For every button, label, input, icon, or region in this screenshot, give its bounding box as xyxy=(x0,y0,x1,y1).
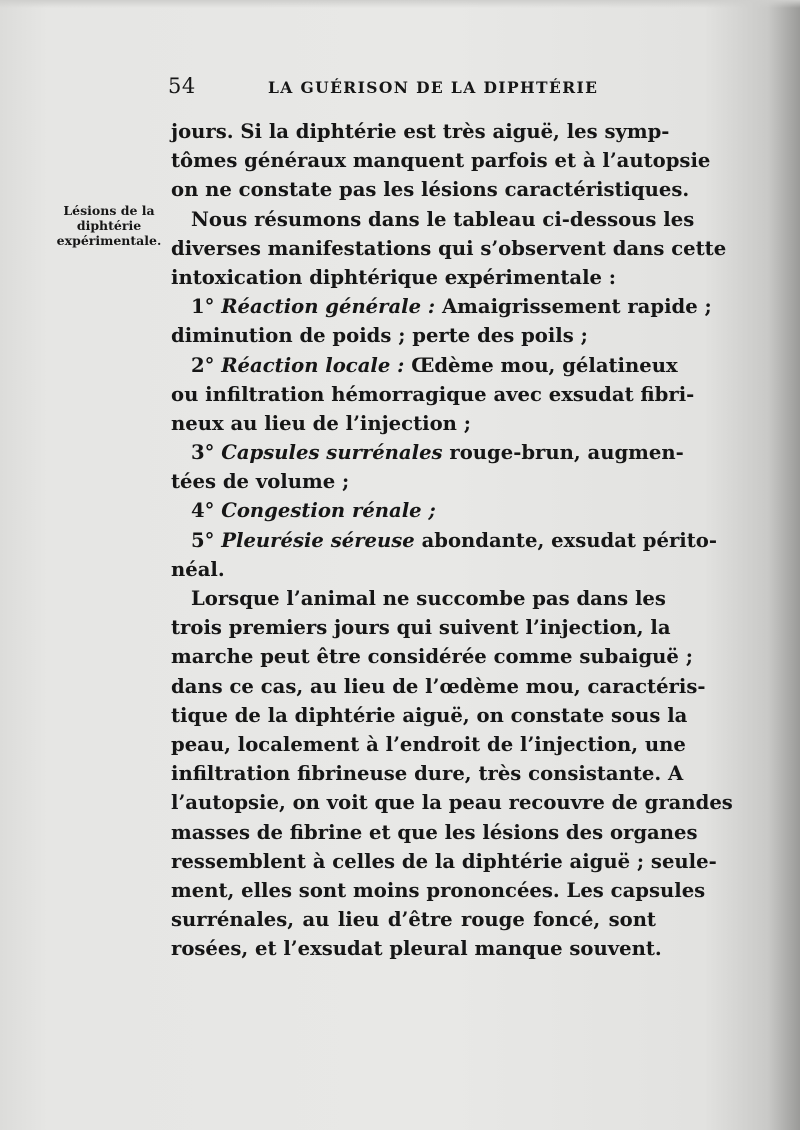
list-number: 4° xyxy=(191,499,215,523)
text-line: néal. xyxy=(171,557,225,581)
page-edge-shadow xyxy=(0,0,800,8)
list-label: Congestion rénale ; xyxy=(221,499,436,523)
text-line: Lorsque l’animal ne succombe pas dans les xyxy=(191,587,666,610)
margin-note-line: expérimentale. xyxy=(56,233,162,248)
text-line: surrénales, au lieu d’être rouge foncé, sont xyxy=(171,908,656,932)
text-line: ou infiltration hémorragique avec exsudat fibri- xyxy=(171,382,695,406)
margin-note xyxy=(50,203,168,248)
list-item-line: 5° Pleurésie séreuse abondante, exsudat périto- xyxy=(191,528,717,552)
list-item-line: 1° Réaction générale : Amaigrissement rapide ; xyxy=(191,295,712,319)
text-line: dans ce cas, au lieu de l’œdème mou, caractéris- xyxy=(171,674,706,698)
body-text xyxy=(171,117,733,963)
list-number: 2° xyxy=(191,353,215,377)
text-line: marche peut être considérée comme subaiguë ; xyxy=(171,645,693,669)
text-line: tées de volume ; xyxy=(171,470,350,494)
text-line: neux au lieu de l’injection ; xyxy=(171,411,471,435)
text-line: on ne constate pas les lésions caractéristiques. xyxy=(171,178,690,202)
text-line: intoxication diphtérique expérimentale : xyxy=(171,265,617,289)
list-label: Réaction locale : xyxy=(221,353,405,377)
text-line: rosées, et l’exsudat pleural manque souvent. xyxy=(171,937,662,961)
text-line: tique de la diphtérie aiguë, on constate sous la xyxy=(171,703,688,727)
text-line: jours. Si la diphtérie est très aiguë, les symp- xyxy=(171,120,670,143)
list-item-line: 2° Réaction locale : Œdème mou, gélatineux xyxy=(191,353,678,377)
text-line: trois premiers jours qui suivent l’injection, la xyxy=(171,616,671,640)
text-line: diverses manifestations qui s’observent dans cette xyxy=(171,236,727,260)
list-item-line: 3° Capsules surrénales rouge-brun, augmen- xyxy=(191,441,684,465)
text-line: l’autopsie, on voit que la peau recouvre de grandes xyxy=(171,791,733,815)
list-number: 5° xyxy=(191,528,215,552)
list-item-line xyxy=(171,496,656,525)
text-line: ressemblent à celles de la diphtérie aiguë ; seule- xyxy=(171,849,717,873)
running-title: LA GUÉRISON DE LA DIPHTÉRIE xyxy=(268,78,599,97)
text-line: infiltration fibrineuse dure, très consistante. A xyxy=(171,762,684,786)
text-line: diminution de poids ; perte des poils ; xyxy=(171,324,588,348)
list-number: 3° xyxy=(191,441,215,465)
page-number: 54 xyxy=(168,74,196,98)
text-line: ment, elles sont moins prononcées. Les capsules xyxy=(171,878,706,902)
text-line: tômes généraux manquent parfois et à l’autopsie xyxy=(171,149,711,173)
list-label: Réaction générale : xyxy=(221,295,436,319)
running-head xyxy=(168,74,658,100)
text-line: peau, localement à l’endroit de l’injection, une xyxy=(171,732,686,756)
list-label: Capsules surrénales xyxy=(221,441,443,465)
text-line: Nous résumons dans le tableau ci-dessous les xyxy=(191,207,695,231)
margin-note-line: Lésions de la xyxy=(63,203,155,218)
text-line: masses de fibrine et que les lésions des organes xyxy=(171,820,698,844)
margin-note-line: diphtérie xyxy=(76,218,142,233)
list-number: 1° xyxy=(191,295,215,319)
list-label: Pleurésie séreuse xyxy=(221,528,415,552)
